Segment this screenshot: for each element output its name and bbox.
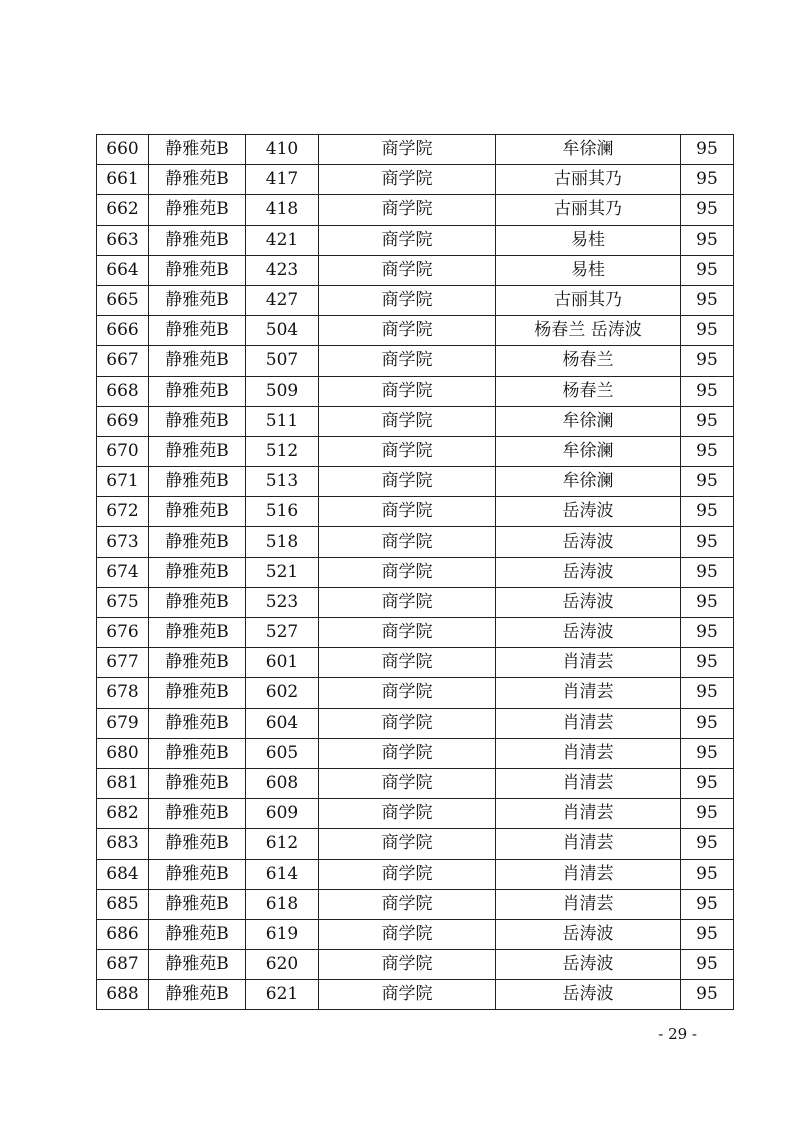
room-number-cell: 601 — [246, 648, 319, 678]
building-cell: 静雅苑B — [149, 135, 246, 165]
table-row — [97, 587, 734, 617]
building-cell: 静雅苑B — [149, 648, 246, 678]
building-cell: 静雅苑B — [149, 678, 246, 708]
college-cell: 商学院 — [319, 768, 496, 798]
room-number-cell: 518 — [246, 527, 319, 557]
building-cell: 静雅苑B — [149, 919, 246, 949]
college-cell: 商学院 — [319, 980, 496, 1010]
building-cell: 静雅苑B — [149, 165, 246, 195]
counselor-cell: 肖清芸 — [496, 678, 681, 708]
row-number-cell: 661 — [97, 165, 149, 195]
score-cell: 95 — [681, 889, 734, 919]
row-number-cell: 678 — [97, 678, 149, 708]
room-number-cell: 521 — [246, 557, 319, 587]
counselor-cell: 岳涛波 — [496, 980, 681, 1010]
table-row — [97, 708, 734, 738]
table-row — [97, 165, 734, 195]
building-cell: 静雅苑B — [149, 346, 246, 376]
row-number-cell: 670 — [97, 436, 149, 466]
building-cell: 静雅苑B — [149, 799, 246, 829]
counselor-cell: 岳涛波 — [496, 950, 681, 980]
row-number-cell: 669 — [97, 406, 149, 436]
row-number-cell: 672 — [97, 497, 149, 527]
page-number: - 29 - — [658, 1025, 697, 1043]
room-number-cell: 511 — [246, 406, 319, 436]
table-row — [97, 406, 734, 436]
table-row — [97, 648, 734, 678]
room-number-cell: 523 — [246, 587, 319, 617]
table-row — [97, 195, 734, 225]
table-row — [97, 859, 734, 889]
counselor-cell: 易桂 — [496, 255, 681, 285]
room-number-cell: 621 — [246, 980, 319, 1010]
building-cell: 静雅苑B — [149, 768, 246, 798]
counselor-cell: 岳涛波 — [496, 618, 681, 648]
college-cell: 商学院 — [319, 618, 496, 648]
row-number-cell: 680 — [97, 738, 149, 768]
college-cell: 商学院 — [319, 225, 496, 255]
college-cell: 商学院 — [319, 467, 496, 497]
table-row — [97, 678, 734, 708]
row-number-cell: 684 — [97, 859, 149, 889]
counselor-cell: 古丽其乃 — [496, 195, 681, 225]
room-number-cell: 516 — [246, 497, 319, 527]
score-cell: 95 — [681, 799, 734, 829]
college-cell: 商学院 — [319, 587, 496, 617]
college-cell: 商学院 — [319, 255, 496, 285]
counselor-cell: 岳涛波 — [496, 527, 681, 557]
table-row — [97, 738, 734, 768]
building-cell: 静雅苑B — [149, 255, 246, 285]
college-cell: 商学院 — [319, 708, 496, 738]
room-number-cell: 423 — [246, 255, 319, 285]
college-cell: 商学院 — [319, 316, 496, 346]
college-cell: 商学院 — [319, 285, 496, 315]
college-cell: 商学院 — [319, 678, 496, 708]
table-row — [97, 316, 734, 346]
college-cell: 商学院 — [319, 889, 496, 919]
room-number-cell: 421 — [246, 225, 319, 255]
building-cell: 静雅苑B — [149, 467, 246, 497]
score-cell: 95 — [681, 708, 734, 738]
row-number-cell: 671 — [97, 467, 149, 497]
score-cell: 95 — [681, 467, 734, 497]
counselor-cell: 杨春兰 — [496, 376, 681, 406]
counselor-cell: 肖清芸 — [496, 648, 681, 678]
college-cell: 商学院 — [319, 195, 496, 225]
building-cell: 静雅苑B — [149, 859, 246, 889]
college-cell: 商学院 — [319, 648, 496, 678]
table-row — [97, 557, 734, 587]
row-number-cell: 667 — [97, 346, 149, 376]
table-row — [97, 768, 734, 798]
room-number-cell: 504 — [246, 316, 319, 346]
building-cell: 静雅苑B — [149, 618, 246, 648]
table-row — [97, 285, 734, 315]
row-number-cell: 664 — [97, 255, 149, 285]
row-number-cell: 665 — [97, 285, 149, 315]
table-row — [97, 376, 734, 406]
counselor-cell: 肖清芸 — [496, 738, 681, 768]
table-row — [97, 467, 734, 497]
building-cell: 静雅苑B — [149, 829, 246, 859]
table-row — [97, 829, 734, 859]
room-number-cell: 509 — [246, 376, 319, 406]
table-row — [97, 135, 734, 165]
table-row — [97, 950, 734, 980]
college-cell: 商学院 — [319, 406, 496, 436]
row-number-cell: 681 — [97, 768, 149, 798]
building-cell: 静雅苑B — [149, 436, 246, 466]
counselor-cell: 肖清芸 — [496, 859, 681, 889]
score-cell: 95 — [681, 648, 734, 678]
counselor-cell: 肖清芸 — [496, 829, 681, 859]
score-cell: 95 — [681, 195, 734, 225]
room-number-cell: 513 — [246, 467, 319, 497]
row-number-cell: 685 — [97, 889, 149, 919]
table-row — [97, 346, 734, 376]
room-number-cell: 410 — [246, 135, 319, 165]
table-row — [97, 618, 734, 648]
table-row — [97, 436, 734, 466]
score-cell: 95 — [681, 316, 734, 346]
table-row — [97, 527, 734, 557]
building-cell: 静雅苑B — [149, 527, 246, 557]
row-number-cell: 686 — [97, 919, 149, 949]
building-cell: 静雅苑B — [149, 587, 246, 617]
counselor-cell: 岳涛波 — [496, 557, 681, 587]
room-number-cell: 605 — [246, 738, 319, 768]
row-number-cell: 688 — [97, 980, 149, 1010]
counselor-cell: 岳涛波 — [496, 587, 681, 617]
building-cell: 静雅苑B — [149, 285, 246, 315]
room-number-cell: 604 — [246, 708, 319, 738]
room-number-cell: 609 — [246, 799, 319, 829]
college-cell: 商学院 — [319, 527, 496, 557]
college-cell: 商学院 — [319, 346, 496, 376]
college-cell: 商学院 — [319, 829, 496, 859]
building-cell: 静雅苑B — [149, 738, 246, 768]
college-cell: 商学院 — [319, 557, 496, 587]
room-number-cell: 618 — [246, 889, 319, 919]
row-number-cell: 679 — [97, 708, 149, 738]
building-cell: 静雅苑B — [149, 557, 246, 587]
building-cell: 静雅苑B — [149, 376, 246, 406]
counselor-cell: 岳涛波 — [496, 919, 681, 949]
row-number-cell: 666 — [97, 316, 149, 346]
row-number-cell: 663 — [97, 225, 149, 255]
row-number-cell: 668 — [97, 376, 149, 406]
counselor-cell: 杨春兰 岳涛波 — [496, 316, 681, 346]
score-cell: 95 — [681, 255, 734, 285]
counselor-cell: 杨春兰 — [496, 346, 681, 376]
table-row — [97, 919, 734, 949]
table-row — [97, 889, 734, 919]
room-number-cell: 614 — [246, 859, 319, 889]
building-cell: 静雅苑B — [149, 497, 246, 527]
room-number-cell: 427 — [246, 285, 319, 315]
room-number-cell: 612 — [246, 829, 319, 859]
score-cell: 95 — [681, 738, 734, 768]
college-cell: 商学院 — [319, 799, 496, 829]
college-cell: 商学院 — [319, 859, 496, 889]
table-body — [97, 135, 734, 1010]
college-cell: 商学院 — [319, 436, 496, 466]
score-cell: 95 — [681, 587, 734, 617]
college-cell: 商学院 — [319, 919, 496, 949]
counselor-cell: 易桂 — [496, 225, 681, 255]
score-cell: 95 — [681, 225, 734, 255]
row-number-cell: 675 — [97, 587, 149, 617]
score-cell: 95 — [681, 768, 734, 798]
counselor-cell: 肖清芸 — [496, 889, 681, 919]
room-number-cell: 418 — [246, 195, 319, 225]
building-cell: 静雅苑B — [149, 225, 246, 255]
score-cell: 95 — [681, 406, 734, 436]
row-number-cell: 677 — [97, 648, 149, 678]
counselor-cell: 岳涛波 — [496, 497, 681, 527]
score-cell: 95 — [681, 859, 734, 889]
counselor-cell: 牟徐澜 — [496, 406, 681, 436]
room-number-cell: 620 — [246, 950, 319, 980]
college-cell: 商学院 — [319, 135, 496, 165]
score-cell: 95 — [681, 919, 734, 949]
room-number-cell: 608 — [246, 768, 319, 798]
score-cell: 95 — [681, 527, 734, 557]
row-number-cell: 674 — [97, 557, 149, 587]
score-cell: 95 — [681, 497, 734, 527]
score-cell: 95 — [681, 135, 734, 165]
counselor-cell: 肖清芸 — [496, 768, 681, 798]
score-cell: 95 — [681, 557, 734, 587]
counselor-cell: 肖清芸 — [496, 708, 681, 738]
row-number-cell: 660 — [97, 135, 149, 165]
college-cell: 商学院 — [319, 950, 496, 980]
score-cell: 95 — [681, 376, 734, 406]
room-number-cell: 527 — [246, 618, 319, 648]
building-cell: 静雅苑B — [149, 406, 246, 436]
counselor-cell: 古丽其乃 — [496, 285, 681, 315]
score-cell: 95 — [681, 980, 734, 1010]
building-cell: 静雅苑B — [149, 980, 246, 1010]
counselor-cell: 肖清芸 — [496, 799, 681, 829]
row-number-cell: 682 — [97, 799, 149, 829]
row-number-cell: 662 — [97, 195, 149, 225]
room-number-cell: 417 — [246, 165, 319, 195]
score-cell: 95 — [681, 436, 734, 466]
table-row — [97, 497, 734, 527]
score-cell: 95 — [681, 346, 734, 376]
college-cell: 商学院 — [319, 497, 496, 527]
building-cell: 静雅苑B — [149, 889, 246, 919]
score-cell: 95 — [681, 285, 734, 315]
room-number-cell: 512 — [246, 436, 319, 466]
room-number-cell: 619 — [246, 919, 319, 949]
row-number-cell: 676 — [97, 618, 149, 648]
counselor-cell: 牟徐澜 — [496, 135, 681, 165]
score-cell: 95 — [681, 618, 734, 648]
row-number-cell: 687 — [97, 950, 149, 980]
college-cell: 商学院 — [319, 738, 496, 768]
dormitory-score-table — [96, 134, 734, 1010]
row-number-cell: 673 — [97, 527, 149, 557]
score-cell: 95 — [681, 829, 734, 859]
row-number-cell: 683 — [97, 829, 149, 859]
score-cell: 95 — [681, 950, 734, 980]
building-cell: 静雅苑B — [149, 316, 246, 346]
table-row — [97, 255, 734, 285]
score-cell: 95 — [681, 165, 734, 195]
table-row — [97, 225, 734, 255]
table-row — [97, 980, 734, 1010]
counselor-cell: 牟徐澜 — [496, 467, 681, 497]
room-number-cell: 602 — [246, 678, 319, 708]
score-cell: 95 — [681, 678, 734, 708]
building-cell: 静雅苑B — [149, 195, 246, 225]
college-cell: 商学院 — [319, 376, 496, 406]
building-cell: 静雅苑B — [149, 708, 246, 738]
room-number-cell: 507 — [246, 346, 319, 376]
counselor-cell: 古丽其乃 — [496, 165, 681, 195]
table-row — [97, 799, 734, 829]
building-cell: 静雅苑B — [149, 950, 246, 980]
counselor-cell: 牟徐澜 — [496, 436, 681, 466]
college-cell: 商学院 — [319, 165, 496, 195]
